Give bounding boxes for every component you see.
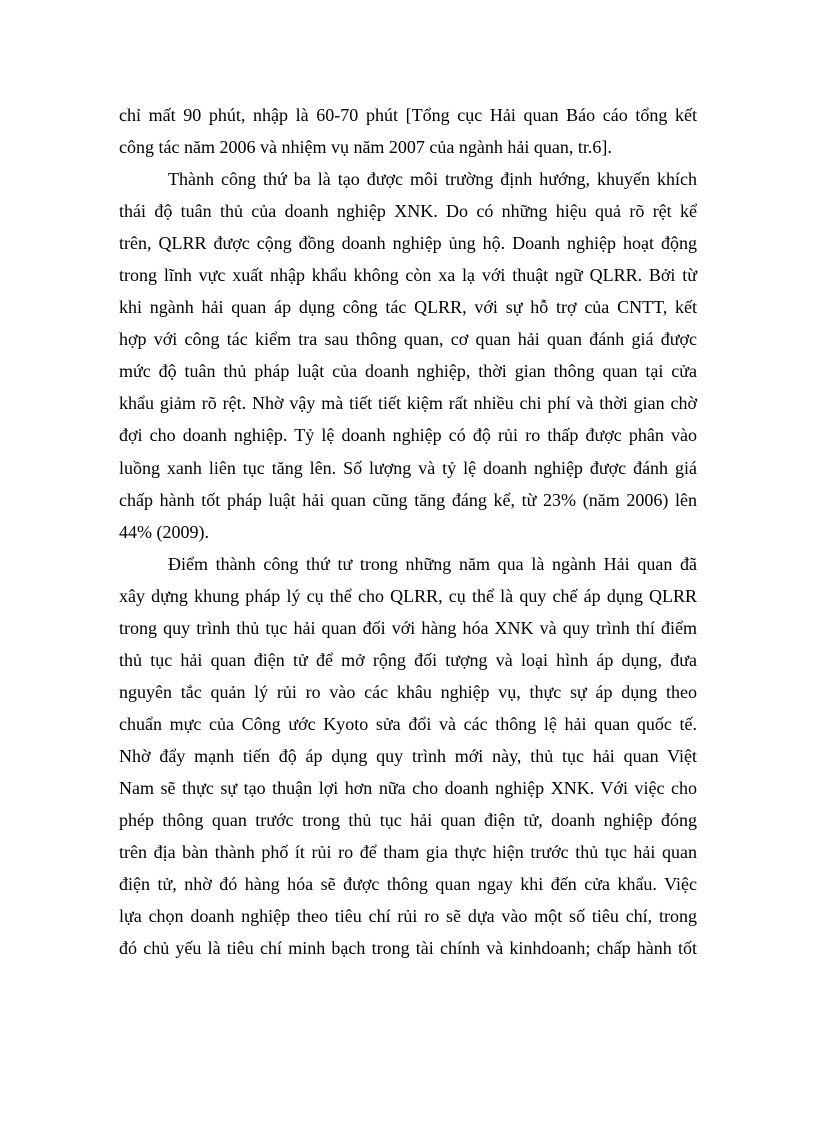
text-line: hợp với công tác kiểm tra sau thông quan, cơ quan hải quan đánh giá được [119,329,697,350]
text-line: khẩu giảm rõ rệt. Nhờ vậy mà tiết tiết kiệm rất nhiều chi phí và thời gian chờ [119,393,697,414]
text-line: thái độ tuân thủ của doanh nghiệp XNK. Do có những hiệu quả rõ rệt kể [119,201,697,222]
body-text [119,99,697,964]
text-line: khi ngành hải quan áp dụng công tác QLRR, với sự hỗ trợ của CNTT, kết [119,297,697,318]
text-line: luồng xanh liên tục tăng lên. Số lượng và tỷ lệ doanh nghiệp được đánh giá [119,457,697,478]
text-line: trên, QLRR được cộng đồng doanh nghiệp ủng hộ. Doanh nghiệp hoạt động [119,233,697,254]
text-line: mức độ tuân thủ pháp luật của doanh nghiệp, thời gian thông quan tại cửa [119,361,697,382]
text-line: chuẩn mực của Công ước Kyoto sửa đổi và các thông lệ hải quan quốc tế. [119,713,697,734]
text-line: trong lĩnh vực xuất nhập khẩu không còn xa lạ với thuật ngữ QLRR. Bởi từ [119,265,697,286]
text-line: lựa chọn doanh nghiệp theo tiêu chí rủi ro sẽ dựa vào một số tiêu chí, trong [119,906,697,927]
text-line: Nam sẽ thực sự tạo thuận lợi hơn nữa cho doanh nghiệp XNK. Với việc cho [119,777,697,798]
text-line: trong quy trình thủ tục hải quan đối với hàng hóa XNK và quy trình thí điểm [119,617,697,638]
text-line: xây dựng khung pháp lý cụ thể cho QLRR, cụ thể là quy chế áp dụng QLRR [119,585,697,606]
paragraph-first-line: Thành công thứ ba là tạo được môi trường định hướng, khuyến khích [168,169,697,190]
text-line: 44% (2009). [119,521,209,542]
text-line: Nhờ đẩy mạnh tiến độ áp dụng quy trình mới này, thủ tục hải quan Việt [119,745,697,766]
text-line: trên địa bàn thành phố ít rủi ro để tham gia thực hiện trước thủ tục hải quan [119,842,697,863]
text-line: công tác năm 2006 và nhiệm vụ năm 2007 của ngành hải quan, tr.6]. [119,137,612,158]
text-line: nguyên tắc quản lý rủi ro vào các khâu nghiệp vụ, thực sự áp dụng theo [119,681,697,702]
text-line: thủ tục hải quan điện tử để mở rộng đối tượng và loại hình áp dụng, đưa [119,649,697,670]
text-line: chỉ mất 90 phút, nhập là 60-70 phút [Tổng cục Hải quan Báo cáo tổng kết [119,105,697,125]
paragraph-first-line: Điểm thành công thứ tư trong những năm qua là ngành Hải quan đã [168,553,697,574]
text-line: chấp hành tốt pháp luật hải quan cũng tăng đáng kể, từ 23% (năm 2006) lên [119,489,697,510]
text-line: đó chủ yếu là tiêu chí minh bạch trong tài chính và kinhdoanh; chấp hành tốt [119,938,697,959]
text-line: điện tử, nhờ đó hàng hóa sẽ được thông quan ngay khi đến cửa khẩu. Việc [119,874,697,895]
text-line: phép thông quan trước trong thủ tục hải quan điện tử, doanh nghiệp đóng [119,810,697,831]
text-line: đợi cho doanh nghiệp. Tỷ lệ doanh nghiệp có độ rủi ro thấp được phân vào [119,425,697,446]
